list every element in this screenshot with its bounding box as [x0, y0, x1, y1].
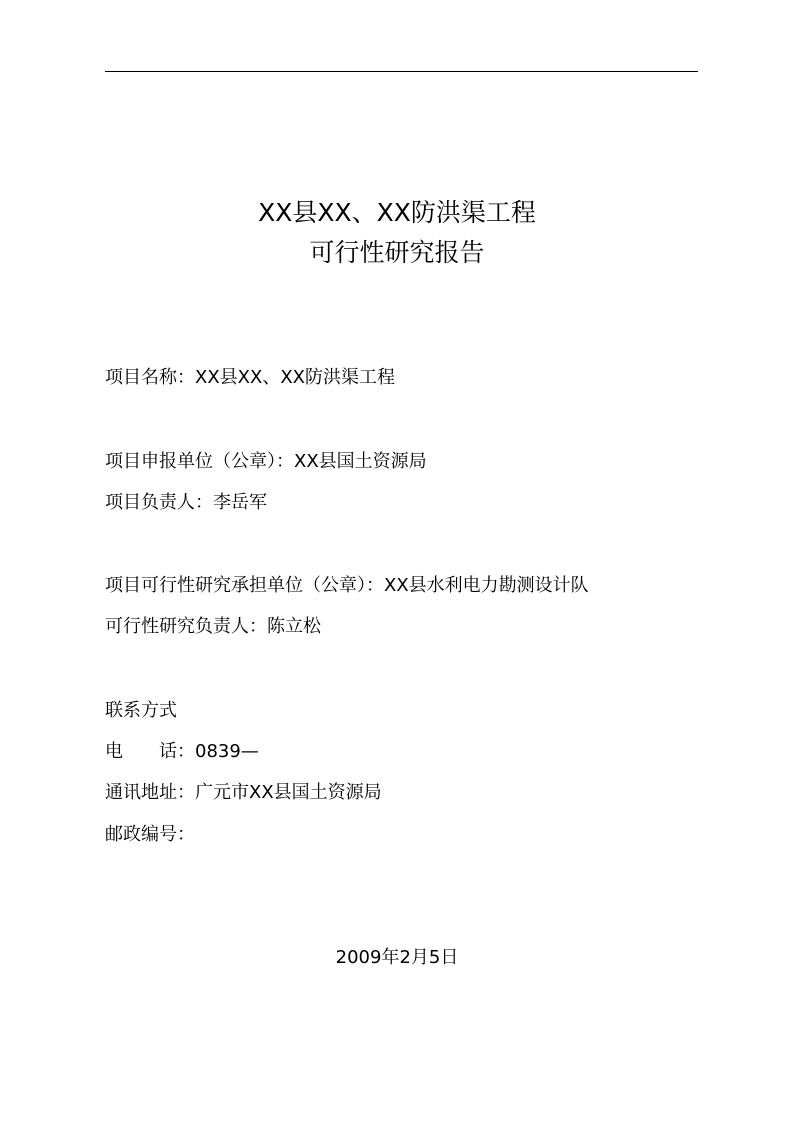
project-leader-field — [105, 490, 267, 516]
phone-label-char2: 话： — [159, 741, 195, 762]
study-unit-label: 项目可行性研究承担单位（公章）： — [105, 575, 384, 596]
address-field — [105, 780, 382, 806]
document-title-line1: XX县XX、XX防洪渠工程 — [258, 198, 536, 227]
project-leader-label: 项目负责人： — [105, 492, 213, 513]
document-title-line2: 可行性研究报告 — [309, 238, 485, 267]
applicant-label: 项目申报单位（公章）： — [105, 451, 294, 472]
address-label: 通讯地址： — [105, 782, 195, 803]
study-leader-value: 陈立松 — [267, 616, 321, 637]
phone-value: 0839— — [195, 741, 259, 762]
header-rule — [105, 71, 698, 72]
study-leader-label: 可行性研究负责人： — [105, 616, 267, 637]
address-value: 广元市XX县国土资源局 — [195, 782, 382, 803]
study-leader-field — [105, 614, 321, 640]
postcode-field — [105, 822, 195, 848]
project-name-value: XX县XX、XX防洪渠工程 — [195, 367, 395, 388]
document-date: 2009年2月5日 — [335, 947, 459, 968]
study-unit-field — [105, 573, 589, 599]
applicant-field — [105, 449, 427, 475]
phone-label-char1: 电 — [105, 741, 123, 762]
project-leader-value: 李岳军 — [213, 492, 267, 513]
project-name-label: 项目名称： — [105, 367, 195, 388]
project-name-field — [105, 365, 395, 391]
postcode-label: 邮政编号： — [105, 824, 195, 845]
phone-field — [105, 739, 259, 765]
contact-heading: 联系方式 — [105, 700, 177, 721]
applicant-value: XX县国土资源局 — [294, 451, 427, 472]
study-unit-value: XX县水利电力勘测设计队 — [384, 575, 589, 596]
